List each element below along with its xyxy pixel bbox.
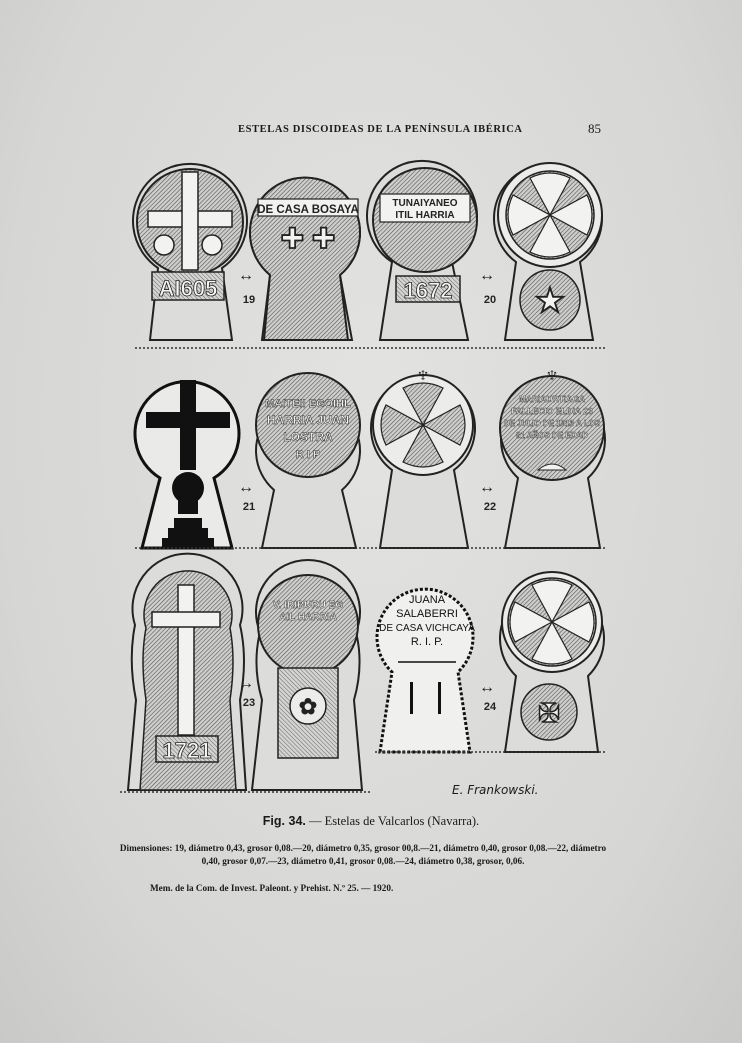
stela-22-back-line3: DE JULIO DE 1913 A LOS bbox=[503, 419, 601, 428]
stela-23-rosette-icon: ✿ bbox=[298, 694, 318, 719]
stela-22-lyre-icon: ♆ bbox=[414, 362, 432, 387]
stela-20-line2: ITIL HARRIA bbox=[395, 210, 455, 221]
stela-23-back-line1: V. IRIBURU EG bbox=[272, 600, 344, 611]
stela-19-number: 19 bbox=[242, 294, 256, 306]
stela-24-line1: JUANA bbox=[408, 594, 446, 606]
stela-19-back-crosses-icon: ✚ ✚ bbox=[280, 223, 336, 254]
stela-23-front bbox=[128, 554, 246, 790]
stela-20-arrow: ↔ bbox=[479, 267, 495, 284]
stela-23-number: 23 bbox=[242, 697, 256, 709]
page-number: 85 bbox=[588, 121, 601, 136]
stela-20-front bbox=[367, 161, 477, 340]
stela-22-back-line1: MARIAURTIAGA bbox=[518, 394, 586, 404]
stela-22-arrow: ↔ bbox=[479, 479, 495, 496]
artist-signature: E. Frankowski. bbox=[452, 783, 539, 797]
stela-19-front bbox=[133, 164, 247, 340]
stela-19-back bbox=[250, 178, 360, 340]
stela-22-back bbox=[500, 362, 605, 548]
stela-20-date: 1672 bbox=[403, 278, 453, 303]
stela-19-arrow: ↔ bbox=[238, 267, 254, 284]
stela-20-star-icon: ★ bbox=[534, 282, 566, 320]
stela-23-date: 1721 bbox=[162, 738, 212, 763]
footer-note: Mem. de la Com. de Invest. Paleont. y Prehist. N.º 25. — 1920. bbox=[150, 883, 394, 893]
stela-20-number: 20 bbox=[483, 294, 497, 306]
stela-19-date: AI605 bbox=[158, 276, 218, 301]
stela-21-arrow: ↔ bbox=[238, 479, 254, 496]
stela-20-back bbox=[494, 163, 602, 340]
running-title: ESTELAS DISCOIDEAS DE LA PENÍNSULA IBÉRICA bbox=[238, 124, 523, 135]
stela-24-back bbox=[500, 572, 604, 752]
stela-22-back-lyre-icon: ♆ bbox=[543, 362, 561, 387]
stela-21-back bbox=[256, 373, 360, 548]
stela-24-line4: R. I. P. bbox=[410, 636, 444, 648]
figure-caption bbox=[0, 814, 742, 829]
stela-21-back-line3: LOSTRA bbox=[283, 430, 333, 444]
figure-caption-text: — Estelas de Valcarlos (Navarra). bbox=[305, 814, 480, 828]
stela-22-front bbox=[371, 362, 475, 548]
stela-23-arrow: ↔ bbox=[238, 675, 254, 692]
stela-24-arrow: ↔ bbox=[479, 679, 495, 696]
stela-22-number: 22 bbox=[483, 501, 497, 513]
stela-24-line2: SALABERRI bbox=[396, 608, 458, 620]
stela-24-number: 24 bbox=[483, 701, 497, 713]
dimensions-text: Dimensiones: 19, diámetro 0,43, grosor 0,08.—20, diámetro 0,35, grosor 00,8.—21, diámetro 0,40, grosor 0,08.—22, diámetro 0,40, grosor 0,07.—23, diámetro 0,41, grosor 0,08.—24, diámetro 0,38, grosor, 0,06. bbox=[119, 843, 607, 866]
stela-21-front bbox=[135, 380, 239, 548]
stela-21-back-line2: HARRIA JUAN bbox=[266, 413, 350, 427]
stela-22-back-line2: FALLECIO ELDIA 23 bbox=[511, 406, 593, 416]
stela-21-back-line4: R I P bbox=[295, 449, 321, 461]
figure-label: Fig. 34. bbox=[262, 814, 306, 828]
stela-24-line3: DE CASA VICHCAYA bbox=[379, 623, 475, 634]
stela-22-back-line4: 81 AÑOS DE EDAD bbox=[515, 431, 589, 440]
stela-20-line1: TUNAIYANEO bbox=[392, 198, 458, 209]
stela-21-back-line1: MAITEII EGOIHL bbox=[265, 398, 351, 410]
stela-19-back-text: DE CASA BOSAYA bbox=[257, 204, 359, 216]
stela-23-back-line2: AIL HARRIA bbox=[279, 612, 337, 623]
stela-23-back bbox=[252, 560, 362, 790]
stela-21-number: 21 bbox=[242, 501, 256, 513]
stela-24-back-cross-icon: ✠ bbox=[538, 698, 560, 728]
stela-24-front bbox=[377, 589, 475, 752]
